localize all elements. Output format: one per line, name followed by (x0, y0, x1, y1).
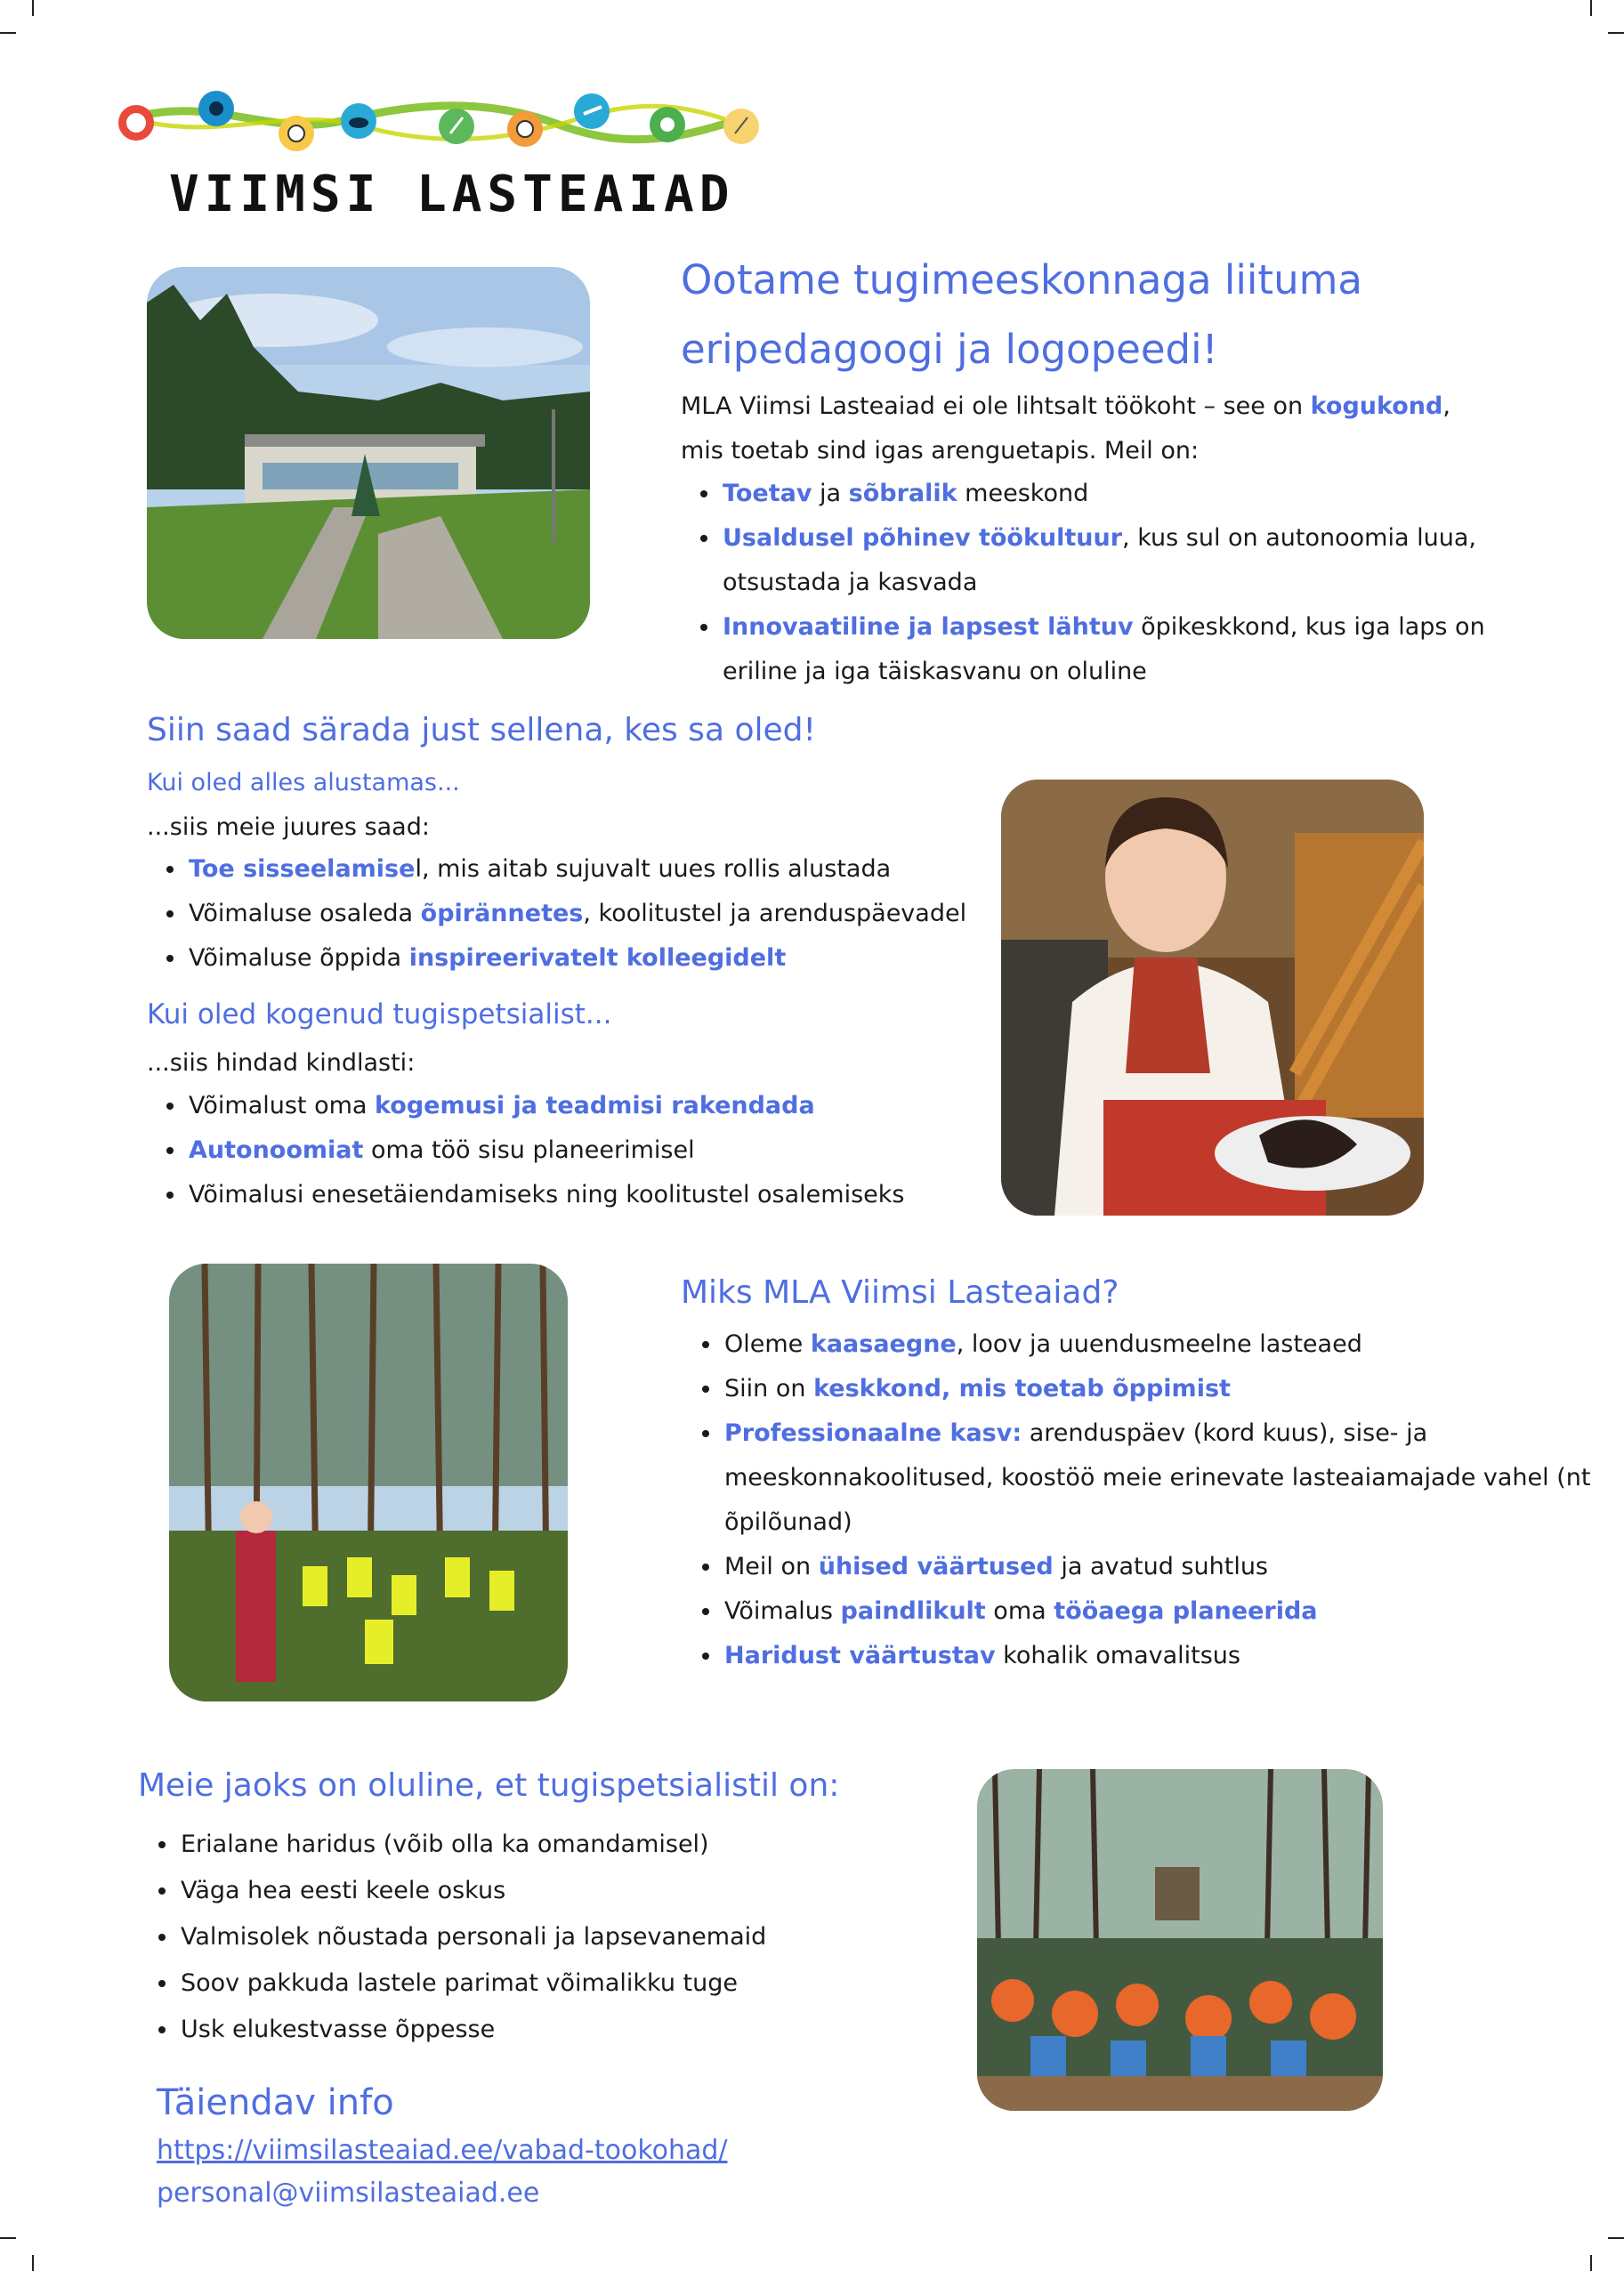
crop-mark (1590, 0, 1592, 16)
requirements-heading: Meie jaoks on oluline, et tugispetsialistil on: (138, 1767, 840, 1804)
list-item: • Võimalusi enesetäiendamiseks ning koolitustel osalemiseks (187, 1173, 904, 1217)
community-highlight: kogukond (1310, 392, 1443, 420)
list-item: • Haridust väärtustav kohalik omavalitsus (723, 1634, 1590, 1678)
teacher-portrait-photo (1001, 780, 1424, 1216)
list-item: • Professionaalne kasv: arenduspäev (kord kuus), sise- ja meeskonnakoolitused, koostöö meie erinevate lasteaiamajade vahel (nt õpilõunad) (723, 1411, 1590, 1545)
list-item: • Võimalus paindlikult oma tööaega planeerida (723, 1589, 1590, 1634)
crop-mark (0, 32, 16, 34)
shine-heading: Siin saad särada just sellena, kes sa oled! (147, 712, 816, 748)
intro-text-line1: MLA Viimsi Lasteaiad ei ole lihtsalt töökoht – see on kogukond, (681, 392, 1450, 420)
why-heading: Miks MLA Viimsi Lasteaiad? (681, 1274, 1119, 1311)
why-bullets (683, 1322, 1590, 1678)
beginner-lead: ...siis meie juures saad: (147, 813, 430, 841)
list-item: • Toe sisseelamisel, mis aitab sujuvalt uues rollis alustada (187, 847, 966, 892)
list-item: • Erialane haridus (võib olla ka omandamisel) (179, 1822, 766, 1868)
experienced-bullets (148, 1084, 904, 1217)
vacancies-link[interactable]: https://viimsilasteaiad.ee/vabad-tookohad/ (157, 2135, 728, 2166)
beginner-heading: Kui oled alles alustamas... (147, 769, 460, 796)
intro-bullets (682, 472, 1485, 694)
list-item: • Autonoomiat oma töö sisu planeerimisel (187, 1128, 904, 1173)
list-item: • Siin on keskkond, mis toetab õppimist (723, 1367, 1590, 1411)
list-item: • Toetav ja sõbralik meeskond (721, 472, 1485, 516)
email-address[interactable]: personal@viimsilasteaiad.ee (157, 2178, 540, 2209)
kindergarten-building-photo (147, 267, 590, 639)
requirements-list (140, 1822, 766, 2053)
list-item: • Võimaluse õppida inspireerivatelt kolleegidelt (187, 936, 966, 981)
info-heading: Täiendav info (157, 2082, 394, 2123)
beginner-bullets (148, 847, 966, 981)
list-item: • Soov pakkuda lastele parimat võimalikku tuge (179, 1960, 766, 2007)
experienced-lead: ...siis hindad kindlasti: (147, 1049, 416, 1077)
crop-mark (1608, 2237, 1624, 2239)
children-group-photo (977, 1769, 1383, 2111)
forest-walk-photo (169, 1264, 568, 1701)
intro-text-line2: mis toetab sind igas arenguetapis. Meil on: (681, 437, 1200, 465)
list-item: • Innovaatiline ja lapsest lähtuv õpikeskkond, kus iga laps on eriline ja iga täiskasvanu on oluline (721, 605, 1485, 694)
list-item: • Usk elukestvasse õppesse (179, 2007, 766, 2053)
list-item: • Valmisolek nõustada personali ja lapsevanemaid (179, 1914, 766, 1960)
crop-mark (1608, 32, 1624, 34)
crop-mark (32, 2255, 34, 2271)
list-item: • Usaldusel põhinev töökultuur, kus sul on autonoomia luua, otsustada ja kasvada (721, 516, 1485, 605)
list-item: • Võimaluse osaleda õpirännetes, koolitustel ja arenduspäevadel (187, 892, 966, 936)
crop-mark (0, 2237, 16, 2239)
list-item: • Võimalust oma kogemusi ja teadmisi rakendada (187, 1084, 904, 1128)
list-item: • Oleme kaasaegne, loov ja uuendusmeelne lasteaed (723, 1322, 1590, 1367)
logo-text: VIIMSI LASTEAIAD (169, 166, 735, 223)
experienced-heading: Kui oled kogenud tugispetsialist... (147, 998, 612, 1030)
logo (114, 89, 772, 231)
crop-mark (1590, 2255, 1592, 2271)
crop-mark (32, 0, 34, 16)
list-item: • Meil on ühised väärtused ja avatud suhtlus (723, 1545, 1590, 1589)
list-item: • Väga hea eesti keele oskus (179, 1868, 766, 1914)
intro-heading: Ootame tugimeeskonnaga liituma eripedagoogi ja logopeedi! (681, 256, 1363, 373)
